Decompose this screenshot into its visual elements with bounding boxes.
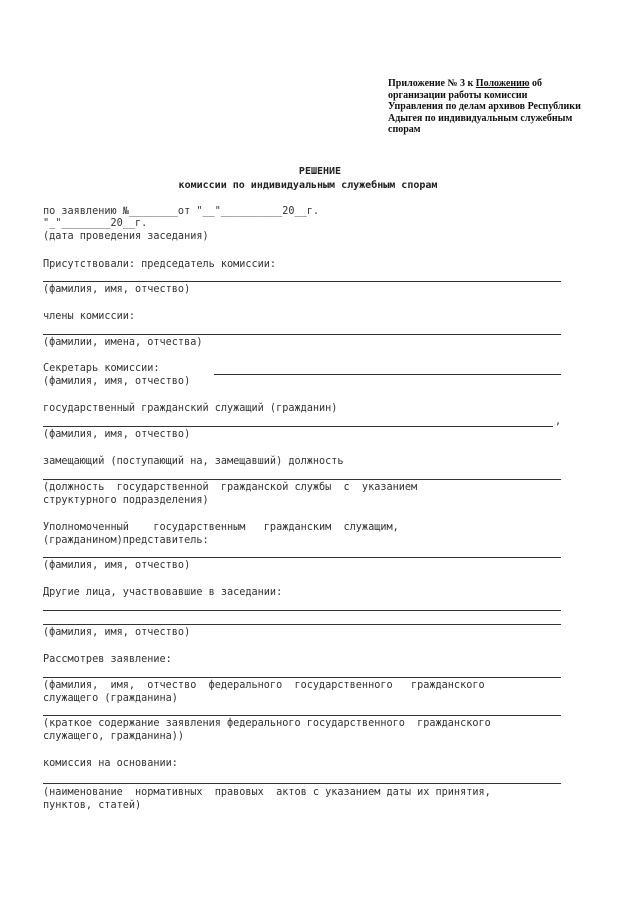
- members-fill-line: [43, 334, 561, 335]
- others-fill-line-2: [43, 624, 561, 625]
- others-fill-line-1: [43, 610, 561, 611]
- date-line: "_"________20__г.: [43, 218, 148, 229]
- servant-caption: (фамилия, имя, отчество): [43, 429, 191, 440]
- secretary-caption: (фамилия, имя, отчество): [43, 376, 191, 387]
- appendix-line-2: организации работы комиссии: [388, 89, 528, 101]
- considered-caption-1: (фамилия, имя, отчество федерального государственного гражданского: [43, 680, 485, 691]
- appendix-line-5: спорам: [388, 124, 421, 135]
- chair-label: Присутствовали: председатель комиссии:: [43, 259, 277, 270]
- appendix-line-4: Адыгея по индивидуальным служебным: [388, 112, 573, 124]
- basis-caption-2: пунктов, статей): [43, 800, 142, 811]
- summary-caption-1: (краткое содержание заявления федерального государственного гражданского: [43, 718, 491, 729]
- document-title: РЕШЕНИЕ: [298, 166, 342, 177]
- secretary-label: Секретарь комиссии:: [43, 363, 160, 374]
- appendix-text: об: [529, 78, 543, 89]
- others-label: Другие лица, участвовавшие в заседании:: [43, 587, 283, 598]
- basis-label: комиссия на основании:: [43, 758, 178, 769]
- position-caption-1: (должность государственной гражданской службы с указанием: [43, 482, 418, 493]
- representative-line-2: (гражданином)представитель:: [43, 535, 209, 546]
- basis-caption-1: (наименование нормативных правовых актов с указанием даты их принятия,: [43, 787, 491, 798]
- date-caption: (дата проведения заседания): [43, 231, 209, 242]
- considered-fill-line: [43, 677, 561, 678]
- summary-fill-line: [43, 715, 561, 716]
- representative-fill-line: [43, 557, 561, 558]
- considered-label: Рассмотрев заявление:: [43, 654, 172, 665]
- servant-fill-line: [43, 426, 553, 427]
- members-caption: (фамилии, имена, отчества): [43, 337, 203, 348]
- representative-caption: (фамилия, имя, отчество): [43, 560, 191, 571]
- chair-fill-line: [43, 281, 561, 282]
- others-caption: (фамилия, имя, отчество): [43, 627, 191, 638]
- position-label: замещающий (поступающий на, замещавший) должность: [43, 456, 344, 467]
- statement-line: по заявлению №________от "__"__________20__г.: [43, 206, 320, 217]
- regulation-link[interactable]: Положению: [475, 78, 530, 89]
- document-subtitle: комиссии по индивидуальным служебным спорам: [178, 180, 438, 191]
- representative-line-1: Уполномоченный государственным гражданским служащим,: [43, 522, 399, 533]
- basis-fill-line: [43, 783, 561, 784]
- chair-caption: (фамилия, имя, отчество): [43, 284, 191, 295]
- servant-comma: ,: [555, 416, 562, 427]
- summary-caption-2: служащего, гражданина)): [43, 731, 185, 742]
- appendix-line-3: Управления по делам архивов Республики: [388, 101, 581, 112]
- secretary-fill-line: [214, 374, 561, 375]
- appendix-text: Приложение № 3 к: [388, 78, 476, 89]
- considered-caption-2: служащего (гражданина): [43, 693, 178, 704]
- servant-label: государственный гражданский служащий (гражданин): [43, 403, 338, 414]
- position-caption-2: структурного подразделения): [43, 495, 209, 506]
- position-fill-line: [43, 479, 561, 480]
- appendix-note: [388, 78, 618, 136]
- members-label: члены комиссии:: [43, 311, 136, 322]
- appendix-line-1: [388, 78, 618, 90]
